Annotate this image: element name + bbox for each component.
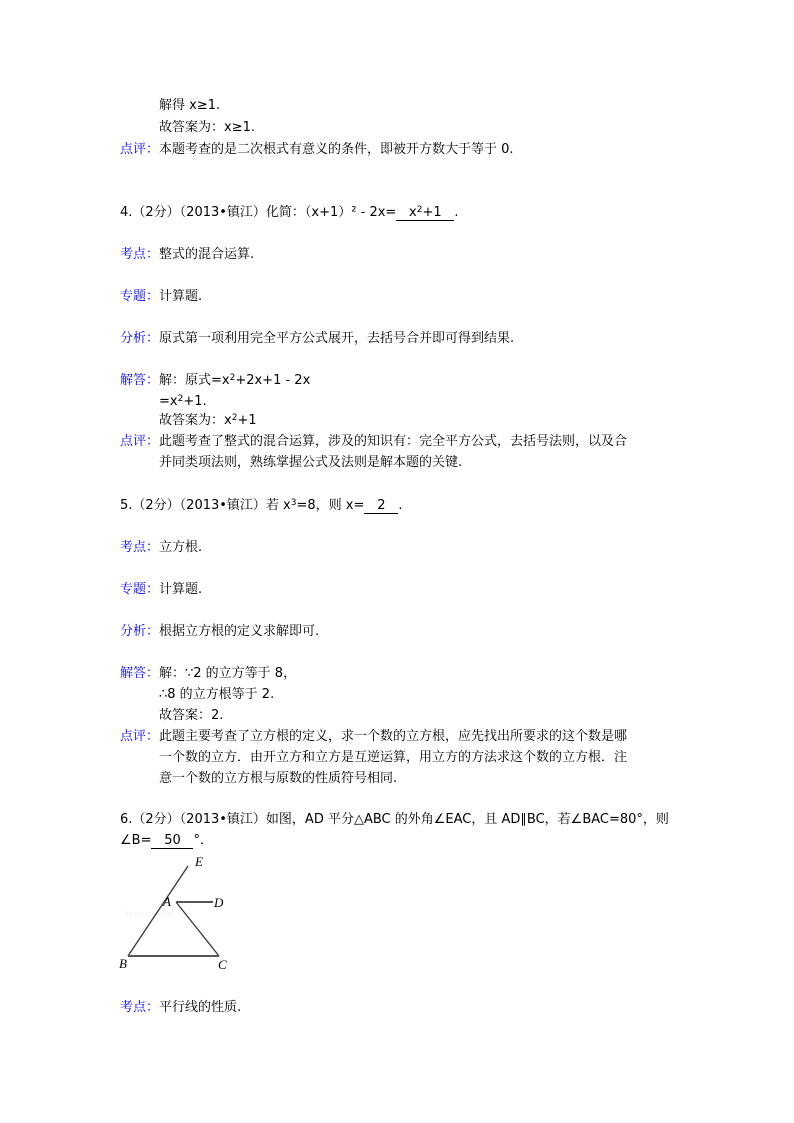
jieda-line-2 (159, 394, 207, 410)
kaodian-text: 立方根. (159, 540, 203, 555)
question-6-stem-2 (120, 833, 213, 849)
jieda-line-1 (159, 373, 310, 389)
fenxi-text: 根据立方根的定义求解即可. (159, 624, 320, 639)
label-B: B (119, 956, 127, 971)
dianping-line-2: 并同类项法则，熟练掌握公式及法则是解本题的关键. (159, 455, 463, 470)
zhuanti-text: 计算题. (159, 582, 203, 597)
jieda-line-3: 故答案：2. (159, 708, 224, 723)
answer-blank: 50 (151, 834, 193, 849)
dianping-label: 点评： (120, 434, 160, 449)
sup: 3 (290, 498, 297, 508)
answer-tail: +1 (422, 205, 442, 220)
dianping-label: 点评： (120, 729, 160, 744)
label-C: C (218, 957, 227, 972)
t: 故答案为：x (159, 413, 232, 428)
solve-line: 解得 x≥1. (159, 98, 221, 113)
question-5-stem (120, 498, 403, 514)
jieda-line-1: 解：∵2 的立方等于 8， (159, 666, 297, 681)
triangle-figure (115, 852, 245, 977)
dianping-line-3: 意一个数的立方根与原数的性质符号相同. (159, 771, 398, 786)
fenxi-label: 分析： (120, 331, 160, 346)
question-4-stem (120, 205, 458, 221)
answer-blank (396, 206, 454, 221)
zhuanti-text: 计算题. (159, 289, 203, 304)
answer-line: 故答案为：x≥1. (159, 120, 255, 135)
t: 解：原式=x (159, 373, 230, 388)
comment-label: 点评： (120, 142, 160, 157)
fenxi-text: 原式第一项利用完全平方公式展开，去括号合并即可得到结果. (159, 331, 515, 346)
jieda-label: 解答： (120, 666, 160, 681)
dianping-line-2: 一个数的立方．由开立方和立方是互逆运算，用立方的方法求这个数的立方根．注 (159, 750, 628, 765)
t: +1. (183, 394, 207, 409)
line-AC (176, 902, 219, 956)
question-6-stem-1: 6.（2分）（2013•镇江）如图，AD 平分△ABC 的外角∠EAC，且 AD∥BC，若∠BAC=80°，则 (120, 812, 669, 827)
label-A: A (163, 894, 171, 909)
t: +2x+1 - 2x (235, 373, 311, 388)
label-E: E (195, 854, 203, 869)
t: =8，则 x= (296, 498, 365, 513)
jieda-label: 解答： (120, 373, 160, 388)
jieda-line-3 (159, 413, 257, 429)
answer-blank: 2 (364, 499, 398, 514)
kaodian-text: 平行线的性质. (159, 1000, 242, 1015)
answer-sup: 2 (416, 205, 423, 215)
end-punct: . (398, 498, 403, 513)
t: °． (193, 833, 213, 848)
t: +1 (237, 413, 257, 428)
stem-text: 4.（2分）（2013•镇江）化简：（x+1）² - 2x= (120, 205, 397, 220)
zhuanti-label: 专题： (120, 289, 160, 304)
end-punct: . (454, 205, 459, 220)
jieda-line-2: ∴8 的立方根等于 2. (159, 687, 275, 702)
kaodian-label: 考点： (120, 247, 160, 262)
t: ∠B= (120, 833, 152, 848)
label-D: D (214, 895, 224, 910)
sup: 2 (177, 394, 184, 404)
dianping-line-1: 此题考查了整式的混合运算，涉及的知识有：完全平方公式，去括号法则，以及合 (159, 434, 628, 449)
answer-text: x (409, 205, 417, 220)
fenxi-label: 分析： (120, 624, 160, 639)
comment-text: 本题考查的是二次根式有意义的条件，即被开方数大于等于 0. (159, 142, 514, 157)
t: 5.（2分）（2013•镇江）若 x (120, 498, 291, 513)
sup: 2 (231, 413, 238, 423)
kaodian-label: 考点： (120, 1000, 160, 1015)
kaodian-text: 整式的混合运算. (159, 247, 255, 262)
sup: 2 (229, 373, 236, 383)
dianping-line-1: 此题主要考查了立方根的定义，求一个数的立方根，应先找出所要求的这个数是哪 (159, 729, 628, 744)
t: =x (159, 394, 178, 409)
watermark: Jyeoo.com (125, 908, 173, 920)
zhuanti-label: 专题： (120, 582, 160, 597)
kaodian-label: 考点： (120, 540, 160, 555)
